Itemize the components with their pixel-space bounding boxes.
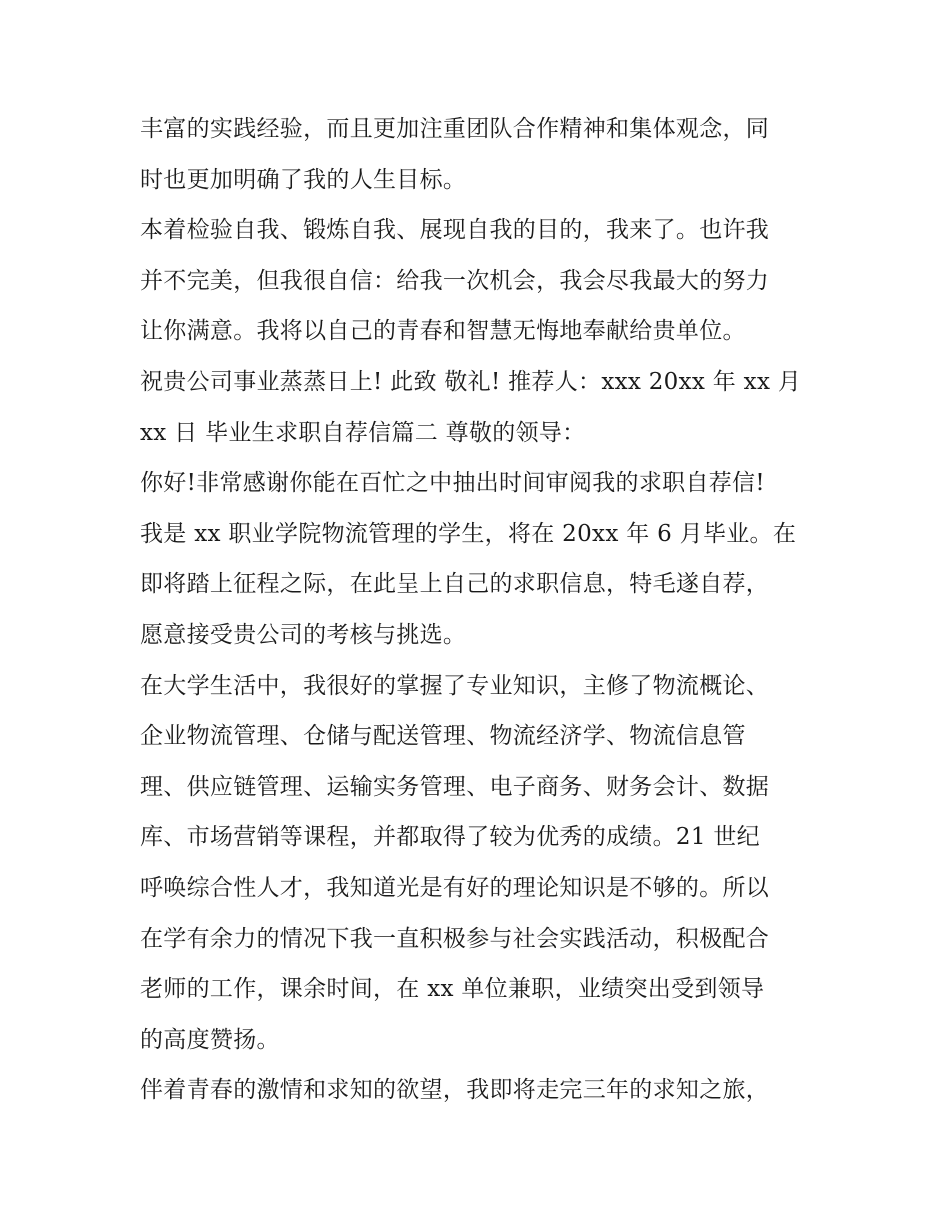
document-body <box>140 104 820 1116</box>
text-line: 企业物流管理、仓储与配送管理、物流经济学、物流信息管 <box>140 723 746 750</box>
text-line: 本着检验自我、锻炼自我、展现自我的目的，我来了。也许我 <box>140 217 770 244</box>
text-line: 伴着青春的激情和求知的欲望，我即将走完三年的求知之旅， <box>140 1077 770 1104</box>
text-line: 让你满意。我将以自己的青春和智慧无悔地奉献给贵单位。 <box>140 318 746 345</box>
text-line: 愿意接受贵公司的考核与挑选。 <box>140 621 467 648</box>
text-line: 库、市场营销等课程，并都取得了较为优秀的成绩。21 世纪 <box>140 824 760 851</box>
text-line: 并不完美，但我很自信：给我一次机会，我会尽我最大的努力 <box>140 267 770 294</box>
text-line: 在学有余力的情况下我一直积极参与社会实践活动，积极配合 <box>140 925 770 952</box>
text-line: 在大学生活中，我很好的掌握了专业知识，主修了物流概论、 <box>140 672 770 699</box>
text-line: 呼唤综合性人才，我知道光是有好的理论知识是不够的。所以 <box>140 874 770 901</box>
text-line: 祝贵公司事业蒸蒸日上! 此致 敬礼! 推荐人：xxx 20xx 年 xx 月 <box>140 368 802 395</box>
text-line: 时也更加明确了我的人生目标。 <box>140 166 467 193</box>
text-line: 丰富的实践经验，而且更加注重团队合作精神和集体观念，同 <box>140 116 770 142</box>
text-line: 即将踏上征程之际，在此呈上自己的求职信息，特毛遂自荐， <box>140 571 770 598</box>
text-line: 你好!非常感谢你能在百忙之中抽出时间审阅我的求职自荐信! <box>140 470 765 497</box>
text-line: xx 日 毕业生求职自荐信篇二 尊敬的领导： <box>140 419 586 446</box>
text-line: 理、供应链管理、运输实务管理、电子商务、财务会计、数据 <box>140 773 770 800</box>
text-line: 老师的工作，课余时间，在 xx 单位兼职，业绩突出受到领导 <box>140 976 765 1003</box>
text-line: 的高度赞扬。 <box>140 1026 280 1053</box>
text-line: 我是 xx 职业学院物流管理的学生，将在 20xx 年 6 月毕业。在 <box>140 520 797 547</box>
